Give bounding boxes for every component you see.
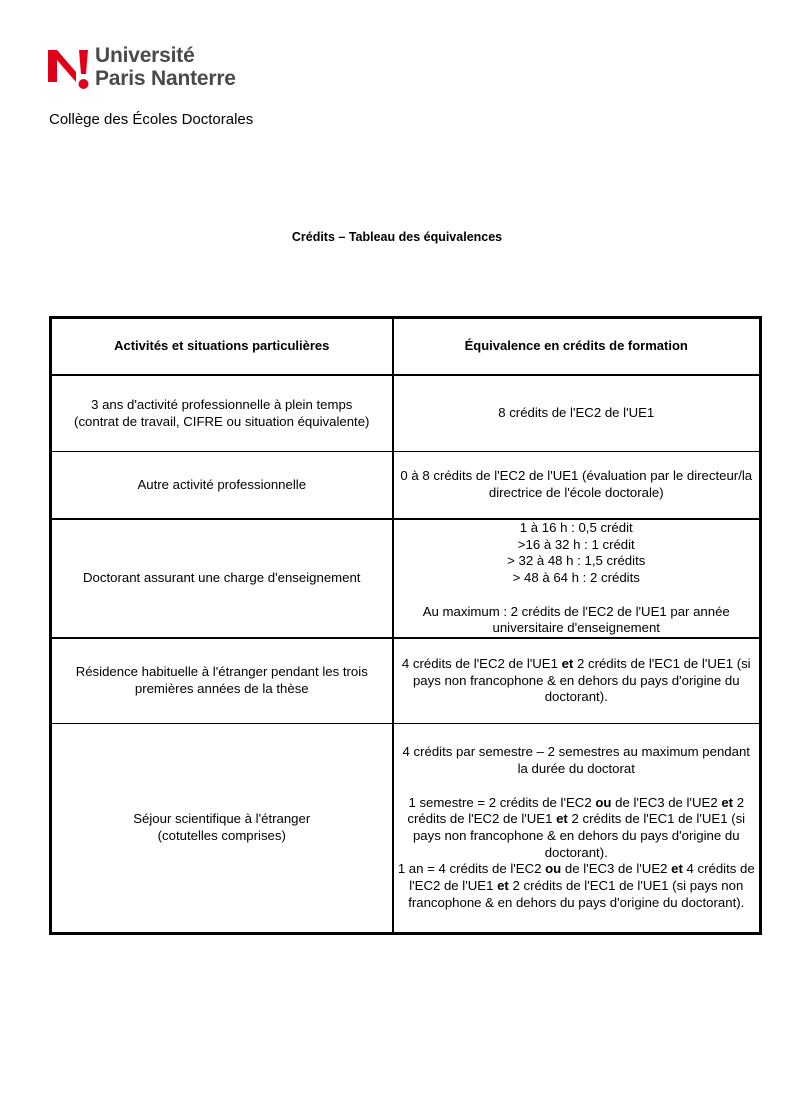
activity-text: 3 ans d'activité professionnelle à plein temps (contrat de travail, CIFRE ou situation équivalente) [74, 396, 370, 429]
activity-cell [51, 723, 393, 933]
equivalence-line [398, 795, 756, 862]
table-row [51, 723, 761, 933]
logo-line-2: Paris Nanterre [95, 67, 236, 90]
equivalence-text: > 48 à 64 h : 2 crédits [512, 570, 640, 586]
equivalence-text: 2 crédits de l'EC1 de l'UE1 (si pays non francophone & en dehors du pays d'origine du doctorant). [412, 655, 751, 705]
activity-text: Doctorant assurant une charge d'enseignement [83, 570, 361, 586]
equivalence-text: 1 semestre = 2 crédits de l'EC2 [408, 794, 596, 810]
equivalence-line [398, 778, 756, 795]
equivalence-text: 4 crédits par semestre – 2 semestres au maximum pendant la durée du doctorat [402, 744, 750, 777]
equivalence-text: 8 crédits de l'EC2 de l'UE1 [498, 405, 655, 421]
equivalence-line [398, 537, 756, 554]
activity-cell [51, 375, 393, 452]
equivalence-line [398, 744, 756, 777]
conjunction-emphasis: et [561, 655, 574, 671]
logo-wordmark [95, 44, 236, 90]
equivalence-text: 4 crédits de l'EC2 de l'UE1 [409, 861, 755, 894]
logo-line-1: Université [95, 44, 195, 67]
equivalence-text: >16 à 32 h : 1 crédit [517, 536, 635, 552]
college-heading: Collège des Écoles Doctorales [49, 111, 254, 128]
equivalence-text: 1 à 16 h : 0,5 crédit [519, 520, 633, 535]
equivalence-line [398, 604, 756, 637]
equivalence-cell [393, 519, 761, 638]
equivalence-text: 2 crédits de l'EC1 de l'UE1 (si pays non francophone & en dehors du pays d'origine du doctorant). [408, 878, 745, 910]
table-row [51, 375, 761, 452]
conjunction-emphasis: ou [595, 794, 612, 810]
document-title: Crédits – Tableau des équivalences [291, 230, 503, 244]
equivalence-text: > 32 à 48 h : 1,5 crédits [507, 553, 646, 569]
equivalence-line [398, 587, 756, 604]
activity-text: Autre activité professionnelle [137, 476, 307, 492]
university-logo [48, 46, 278, 96]
conjunction-emphasis: et [497, 878, 509, 894]
equivalence-line [398, 656, 756, 706]
equivalence-line [398, 861, 756, 911]
equivalence-line [398, 520, 756, 537]
conjunction-emphasis: ou [545, 861, 562, 877]
activity-text: Résidence habituelle à l'étranger pendant les trois premières années de la thèse [75, 664, 368, 696]
equivalence-text: 4 crédits de l'EC2 de l'UE1 [401, 655, 562, 671]
column-header-activities: Activités et situations particulières [51, 318, 393, 376]
activity-cell [51, 452, 393, 520]
conjunction-emphasis: et [556, 811, 568, 827]
equivalence-line [398, 553, 756, 570]
equivalence-text: 1 an = 4 crédits de l'EC2 [397, 861, 546, 877]
equivalence-text: de l'EC3 de l'UE2 [561, 861, 672, 877]
equivalence-cell [393, 638, 761, 724]
activity-cell [51, 519, 393, 638]
table-row [51, 452, 761, 520]
conjunction-emphasis: et [721, 794, 734, 810]
table-row [51, 638, 761, 724]
equivalence-line [398, 468, 756, 501]
equivalence-cell [393, 723, 761, 933]
equivalence-text: 2 crédits de l'EC2 de l'UE1 [407, 794, 745, 827]
column-header-equivalence: Équivalence en crédits de formation [393, 318, 761, 376]
equivalence-line [398, 405, 756, 422]
equivalence-text: Au maximum : 2 crédits de l'EC2 de l'UE1 par année universitaire d'enseignement [422, 603, 730, 636]
equivalence-line [398, 570, 756, 587]
conjunction-emphasis: et [671, 861, 683, 877]
table-row [51, 519, 761, 638]
table-header-row [51, 318, 761, 376]
activity-cell [51, 638, 393, 724]
nanterre-exclamation-logo-icon [48, 46, 92, 92]
equivalence-text: 2 crédits de l'EC1 de l'UE1 (si pays non francophone & en dehors du pays d'origine du doctorant). [412, 811, 746, 860]
equivalence-text: 0 à 8 crédits de l'EC2 de l'UE1 (évaluation par le directeur/la directrice de l'école doctorale) [400, 468, 753, 500]
equivalence-table [49, 316, 762, 935]
equivalence-cell [393, 452, 761, 520]
activity-text: Séjour scientifique à l'étranger (cotutelles comprises) [133, 811, 311, 843]
equivalence-text: de l'EC3 de l'UE2 [611, 794, 722, 810]
equivalence-cell [393, 375, 761, 452]
